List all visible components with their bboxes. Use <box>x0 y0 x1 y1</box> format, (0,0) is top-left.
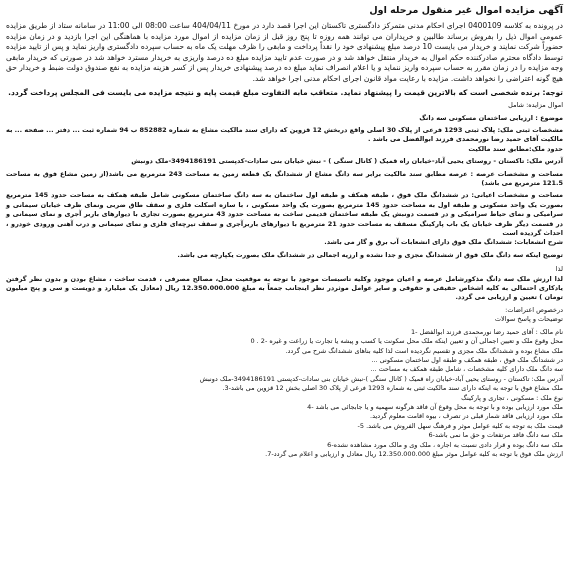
answers-heading: توضیحات و پاسخ سوالات <box>494 315 563 324</box>
list-item: ملک مورد ارزیابی بوده و با توجه به محل وقوع آن فاقد هرگونه سهمیه و یا جابجائی می باشد -4 <box>307 402 563 411</box>
valuation-estimate: لذا ارزش ملک سه دانگ مذکورشامل عرصه و اعیان موجود وکلیه تاسیسات موجود با توجه به موقعیت محل، مصالح مصرفی ، قدمت ساخت ، مشاع بودن و بدون نظر گرفتن یادکاری احتمالی به کلیه اشخاص حقیقی و حقوقی و سایر عوامل موثردر نظر اینجانب جمعاً به مبلغ 12.350.000.000 ریال (معادل یک میلیارد و دویست و سی و پنج میلیون تومان ) تعیین و ارزیابی می گردد. <box>6 274 563 302</box>
property-address: آدرس ملک: تاکستان - روستای یحیی آباد-خیابان راه قمیک ( کانال سنگی ) - نبش خیابان بنی سادات-کدپستی 3494186191-ملک دونبش <box>131 157 563 166</box>
list-item: قیمت ملک به توجه به کلیه عوامل موثر و فرهنگ سهل الفروش می باشد. 5- <box>357 421 563 430</box>
intro-paragraph: در پرونده به کلاسه 0400109 اجرای احکام مدنی متمرکز دادگستری تاکستان این اجرا قصد دارد در مورخ 404/04/11 ساعت 08:00 الی 11:00 در سامانه ستاد از طریق مزایده عمومی اموال ذیل را بفروش برساند طالبین و خریداران می توانند همه روزه تا پنج روز قبل از زمان مزایده از اموال مورد مزایده با هماهنگی این اجرا بازدید و در زمان مزایده حضوراً شرکت نمایند و خریدار می بایست 10 درصد مبلغ پیشنهادی خود را نقداً پرداخت و مابقی را ظرف مهلت یک ماه به حساب سپرده دادگستری واریز نماید و پس از تایید مزایده توسط دادگاه محترم صادرکننده حکم اموال به خریدار منتقل خواهد شد و در صورت عدم تایید مزایده مبلغ ده درصد واریزی به خریدار مسترد خواهد شد در صورتی که خریدار مابقی وجه مزایده را در زمان مقرر به حساب سپرده واریز ننماید و یا اعلام انصراف نماید مبلغ ده درصد پیشنهادی خریدار پس از کسر هزینه مزایده به نفع صندوق دولت ضبط و خریدار حق هیچ گونه اعتراضی را نخواهد داشت. مزایده با رعایت مواد قانون اجرای احکام مدنی اجرا خواهد شد. <box>5 21 563 83</box>
list-item: نام مالک : آقای حمید رضا نورمحمدی فرزند ابوالفضل -1 <box>410 327 563 336</box>
list-item: سه دانگ ملک دارای کلیه مشخصات ، شامل طبقه همکف به مساحت ... <box>370 365 563 374</box>
building-specs: مساحت و مشخصات اعیانی: در ششدانگ ملک فوق ، طبقه همکف و طبقه اول ساختمان به سه دانگ ساختمان مسکونی شامل طبقه همکف به مساحت حدود 145 مترمربع بصورت یک واحد مسکونی و طبقه اول به مساحت حدود 145 مترمربع بصورت یک واحد مسکونی ، با سازه اسکلت فلزی و سقف طاق ضربی ونمای ظرف خیابان سیمانی و سرامیکی و نمای حیاط سرامیکی و در قسمت دونبش یک طبقه ساختمان قدیمی ساخت به مساحت حدود 43 مترمربع بصورت تجاری با دیوارهای باربر آجری و نمای سیمانی و در قسمت دیگر ظرف خیابان یک باب پارکینگ مسقف به مساحت حدود 21 مترمربع با دیوارهای باربرآجری و سقف تیرچه‌ای فلزی و نمای سیمانی و درب آهنی ورودی خودرو ، احداث گردیده است <box>6 191 563 238</box>
subject-line: موضوع : ارزیابی ساختمان مسکونی سه دانگ <box>419 113 563 122</box>
list-item: ارزش ملک فوق با توجه به کلیه عوامل موثر مبلغ 12.350.000.000 ریال معادل و ارزیابی و اعلام می گردد-7. <box>265 449 563 458</box>
registration-specs: مشخصات ثبتی ملک: پلاک ثبتی 1293 فرعی از پلاک 30 اصلی واقع دربخش 12 قزوین که دارای سند مالکیت مشاع به شماره 852882 ب 94 شماره ثبت ... دفتر ... صفحه ... به مالکیت آقای حمید رضا نورمحمدی فرزند ابوالفضل می باشد . <box>6 125 563 144</box>
property-heading: اموال مزایده: شامل <box>508 101 563 110</box>
list-item: آدرس ملک: تاکستان - روستای یحیی آباد-خیابان راه قمیک ( کانال سنگی )-نبش خیابان بنی سادات-کدپستی 3494186191-ملک دونبش <box>199 374 563 383</box>
explanation: توضیح اینکه سه دانگ ملک فوق از ششدانگ مجزی و جدا نشده و ارزیه اجمالی در ششدانگ ملک بصورت یکپارچه می باشد. <box>177 250 563 259</box>
list-item: ملک مشاع بوده و ششدانگ ملک مجزی و تقسیم نگردیده است لذا کلیه بناهای ششدانگ شرح می گردد. <box>285 346 563 355</box>
list-item: نوع ملک : مسکونی ، تجاری و پارکینگ <box>461 393 563 402</box>
bounds-heading: حدود ملک:مطابق سند مالکیت <box>468 144 563 153</box>
list-item: ملک مشاع فوق با توجه به اینکه دارای سند مالکیت ثبتی به شماره 1293 فرعی از پلاک 30 اصلی بخش 12 قزوین می باشد-3. <box>222 384 563 393</box>
utilities: شرح انشعابات: ششدانگ ملک فوق دارای انشعابات آب برق و گاز می باشد. <box>324 238 563 247</box>
list-item: ملک سه دانگ بوده و قرار دادی نسبت به اجاره ، ملک وی و مالک مورد مشاهده نشده-6 <box>327 440 563 449</box>
notice-title: آگهی مزایده اموال غیر منقول مرحله اول <box>369 5 563 16</box>
list-item: محل وقوع ملک و تعیین اجمالی آن و تعیین اینکه ملک محل سکونت یا کسب و پیشه یا تجارت یا زراعت و غیره -2 . 0 <box>250 337 563 346</box>
notice-note: توجه: برنده شخصی است که بالاترین قیمت را پیشنهاد نماید. متعاقب مابه التفاوت مبلغ قیمت پایه و نتیجه مزایده می بایست فی المجلس پرداخت گردد. <box>8 87 563 97</box>
estimate-heading: لذا <box>555 265 563 274</box>
objections-heading: درخصوص اعتراضات: <box>505 305 563 314</box>
list-item: در ششدانگ ملک فوق ، طبقه همکف و طبقه اول ساختمان مسکونی ... <box>371 355 563 364</box>
list-item: ملک سه دانگ فاقد مرتفعات و حق ما نمی باشد-6 <box>428 431 563 440</box>
land-area: مساحت و مشخصات عرصه : عرصه مطابق سند مالکیت برابر سه دانگ مشاع از ششدانگ یک قطعه زمین به مساحت 243 مترمربع می باشد(از زمین مشاع فوق به مساحت 121.5 مترمربع می باشد) <box>6 169 563 187</box>
list-item: ملک مورد ارزیابی فاقد شمار قبلی در تصرف ، بیوه اقامت معلوم گردید. <box>370 412 563 421</box>
